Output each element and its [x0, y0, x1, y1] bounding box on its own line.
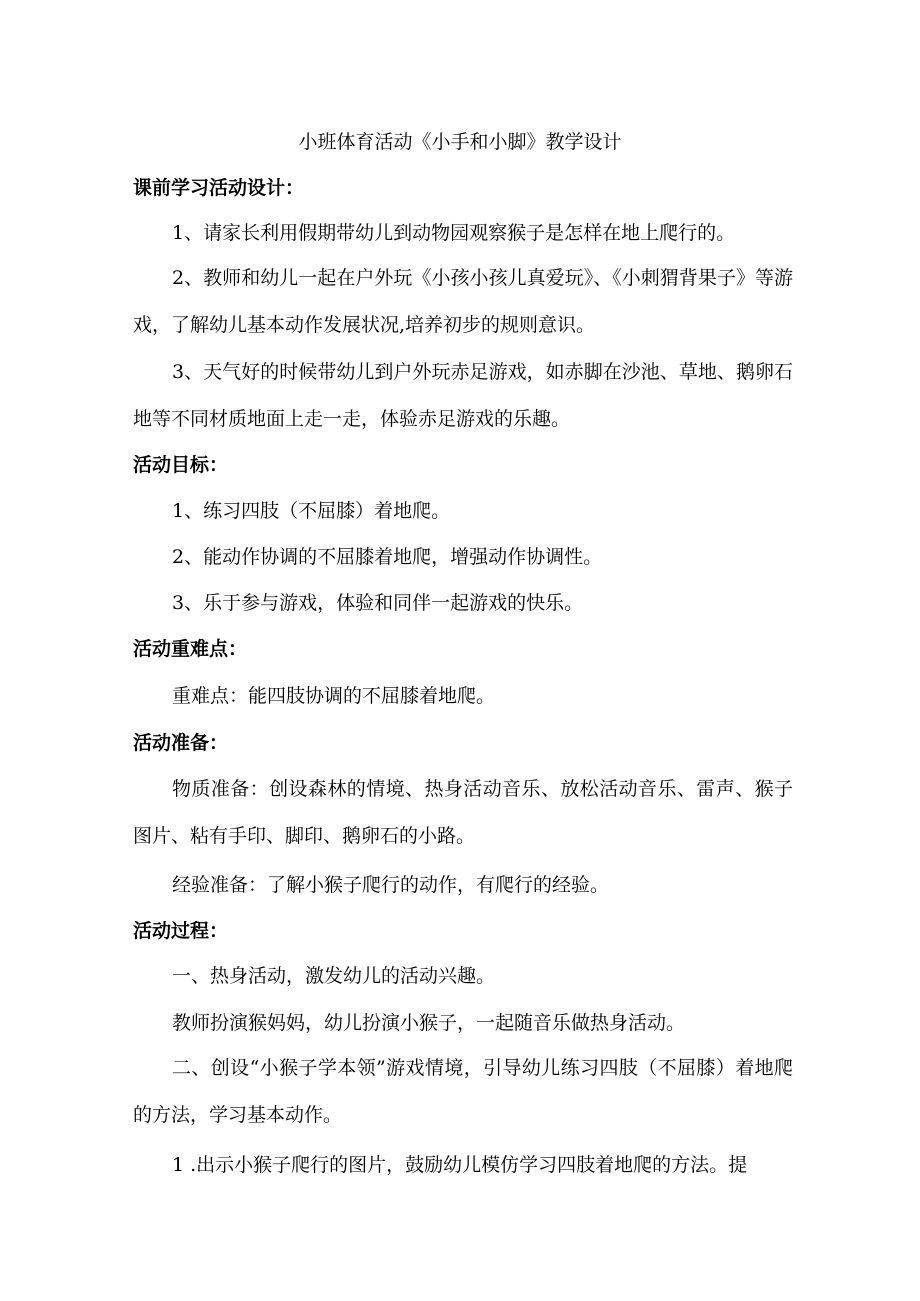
section-heading-pre-class: 课前学习活动设计：: [133, 177, 305, 199]
document-title: 小班体育活动《小手和小脚》教学设计: [298, 131, 622, 153]
process-item-2: 教师扮演猴妈妈，幼儿扮演小猴子，一起随音乐做热身活动。: [172, 1012, 686, 1034]
preparation-item-experience: 经验准备：了解小猴子爬行的动作，有爬行的经验。: [172, 874, 610, 896]
key-point-item-1: 重难点：能四肢协调的不屈膝着地爬。: [172, 685, 496, 707]
section-heading-goals: 活动目标：: [133, 454, 229, 476]
process-item-4: 1 .出示小猴子爬行的图片，鼓励幼儿模仿学习四肢着地爬的方法。提: [172, 1154, 748, 1176]
section-heading-key-points: 活动重难点：: [133, 638, 248, 660]
goal-item-1: 1、练习四肢（不屈膝）着地爬。: [172, 500, 451, 522]
goal-item-3: 3、乐于参与游戏，体验和同伴一起游戏的快乐。: [172, 592, 584, 614]
pre-class-item-2: 2、教师和幼儿一起在户外玩《小孩小孩儿真爱玩》、《小刺猬背果子》等游戏，了解幼儿基本动作发展状况,培养初步的规则意识。: [133, 267, 793, 336]
process-item-3: 二、创设“小猴子学本领”游戏情境，引导幼儿练习四肢（不屈膝）着地爬的方法，学习基本动作。: [133, 1057, 793, 1126]
process-item-1: 一、热身活动，激发幼儿的活动兴趣。: [172, 965, 496, 987]
section-heading-preparation: 活动准备：: [133, 732, 229, 754]
section-heading-process: 活动过程：: [133, 920, 229, 942]
pre-class-item-3: 3、天气好的时候带幼儿到户外玩赤足游戏，如赤脚在沙池、草地、鹅卵石地等不同材质地面上走一走，体验赤足游戏的乐趣。: [133, 361, 793, 430]
goal-item-2: 2、能动作协调的不屈膝着地爬，增强动作协调性。: [172, 546, 603, 568]
preparation-item-material: 物质准备：创设森林的情境、热身活动音乐、放松活动音乐、雷声、猴子图片、粘有手印、脚印、鹅卵石的小路。: [133, 778, 793, 847]
pre-class-item-1: 1、请家长利用假期带幼儿到动物园观察猴子是怎样在地上爬行的。: [172, 222, 736, 244]
